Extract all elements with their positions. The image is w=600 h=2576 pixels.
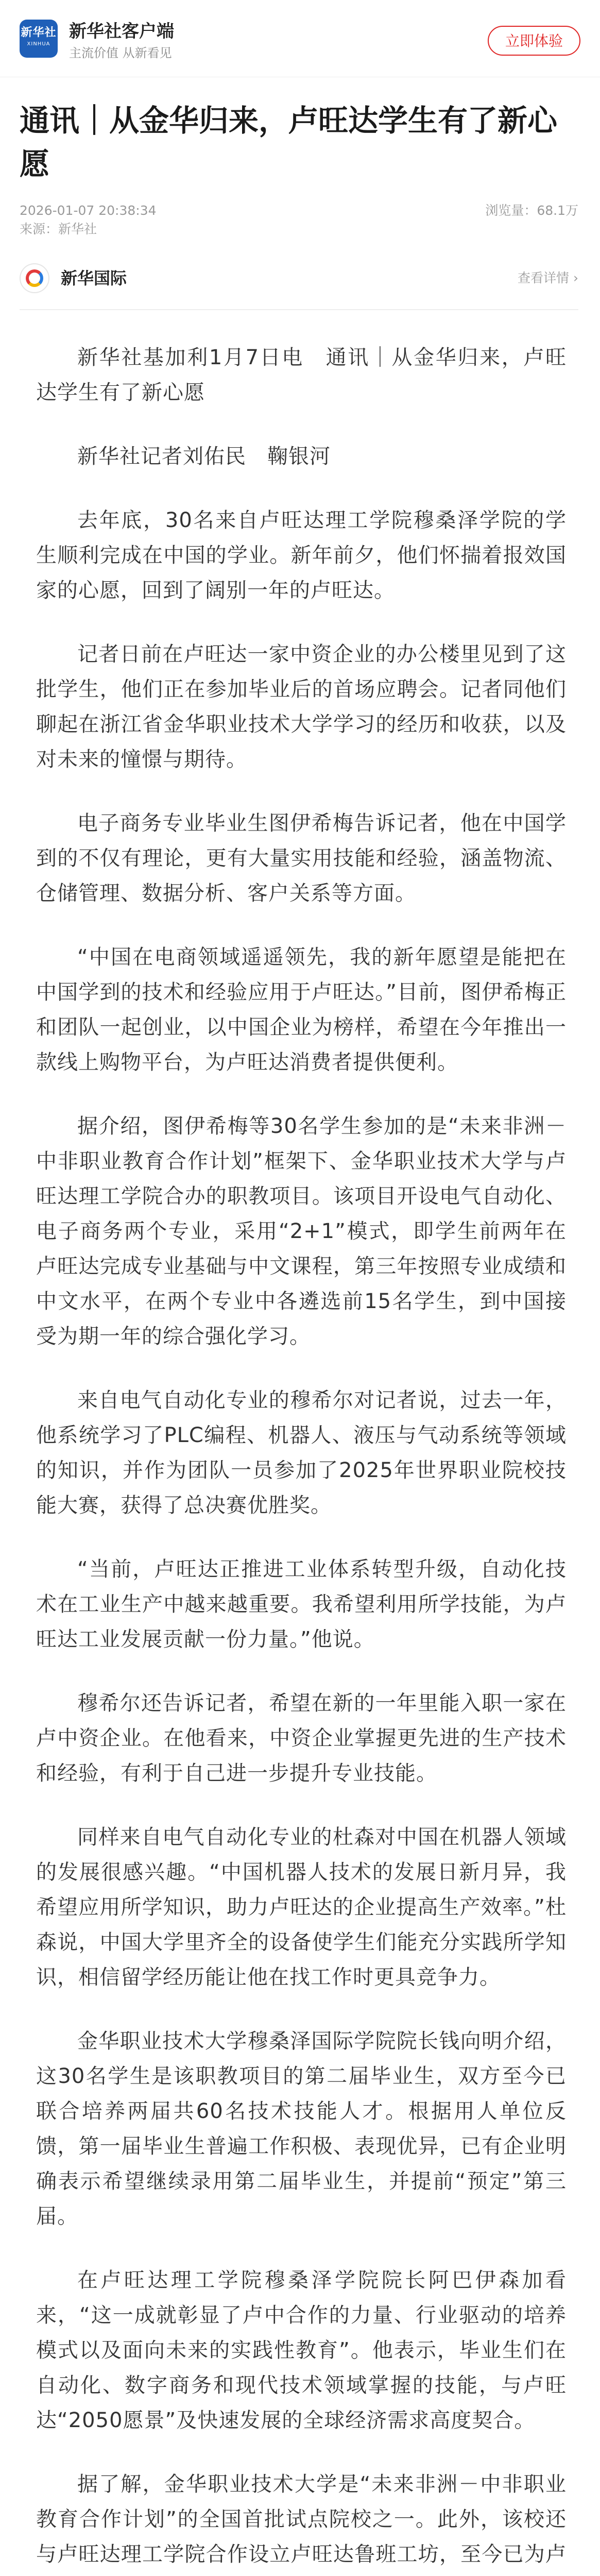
- article-paragraph: 来自电气自动化专业的穆希尔对记者说，过去一年，他系统学习了PLC编程、机器人、液压与气动系统等领域的知识，并作为团队一员参加了2025年世界职业院校技能大赛，获得了总决赛优胜奖。: [36, 1388, 567, 1517]
- article-paragraph: 记者日前在卢旺达一家中资企业的办公楼里见到了这批学生，他们正在参加毕业后的首场应聘会。记者同他们聊起在浙江省金华职业技术大学学习的经历和收获，以及对未来的憧憬与期待。: [36, 642, 567, 771]
- article-paragraph: 去年底，30名来自卢旺达理工学院穆桑泽学院的学生顺利完成在中国的学业。新年前夕，他们怀揣着报效国家的心愿，回到了阔别一年的卢旺达。: [36, 509, 567, 602]
- article-paragraph: 电子商务专业毕业生图伊希梅告诉记者，他在中国学到的不仅有理论，更有大量实用技能和经验，涵盖物流、仓储管理、数据分析、客户关系等方面。: [36, 811, 567, 905]
- article-paragraph: 金华职业技术大学穆桑泽国际学院院长钱向明介绍，这30名学生是该职教项目的第二届毕业生，双方至今已联合培养两届共60名技术技能人才。根据用人单位反馈，第一届毕业生普遍工作积极、表现优异，已有企业明确表示希望继续录用第二届毕业生，并提前“预定”第三届。: [36, 2029, 567, 2228]
- article-paragraph: 在卢旺达理工学院穆桑泽学院院长阿巴伊森加看来，“这一成就彰显了卢中合作的力量、行业驱动的培养模式以及面向未来的实践性教育”。他表示，毕业生们在自动化、数字商务和现代技术领域掌握的技能，与卢旺达“2050愿景”及快速发展的全球经济需求高度契合。: [36, 2268, 567, 2432]
- article-paragraph: “中国在电商领域遥遥领先，我的新年愿望是能把在中国学到的技术和经验应用于卢旺达。”目前，图伊希梅正和团队一起创业，以中国企业为榜样，希望在今年推出一款线上购物平台，为卢旺达消费者提供便利。: [36, 945, 567, 1074]
- view-details-link[interactable]: 查看详情 ›: [518, 270, 578, 285]
- open-app-button[interactable]: 立即体验: [488, 26, 580, 56]
- article-paragraph: 新华社基加利1月7日电 通讯｜从金华归来，卢旺达学生有了新心愿: [36, 346, 567, 404]
- author-bar: [20, 260, 578, 297]
- article-source-row: [20, 221, 578, 238]
- article-source: 来源：新华社: [20, 222, 97, 236]
- author-name[interactable]: 新华国际: [61, 268, 127, 288]
- article-paragraph: 据了解，金华职业技术大学是“未来非洲－中非职业教育合作计划”的全国首批试点院校之一。此外，该校还与卢旺达理工学院合作设立卢旺达鲁班工坊，至今已为卢: [36, 2472, 567, 2566]
- header-divider: [20, 309, 578, 310]
- logo-subtext: XINHUA: [27, 41, 50, 47]
- logo-text: 新华社: [21, 26, 57, 39]
- article-body: [36, 340, 567, 2576]
- article-paragraph: “当前，卢旺达正推进工业体系转型升级，自动化技术在工业生产中越来越重要。我希望利用所学技能，为卢旺达工业发展贡献一份力量。”他说。: [36, 1557, 567, 1651]
- publish-time: 2026-01-07 20:38:34: [20, 203, 157, 218]
- xinhua-app-logo[interactable]: [20, 20, 58, 58]
- avatar-logo-icon: [26, 269, 43, 287]
- article-meta-row: [20, 202, 578, 219]
- view-count: 浏览量：68.1万: [485, 203, 578, 218]
- article-paragraph: 穆希尔还告诉记者，希望在新的一年里能入职一家在卢中资企业。在他看来，中资企业掌握更先进的生产技术和经验，有利于自己进一步提升专业技能。: [36, 1691, 567, 1785]
- article-title: 通讯｜从金华归来，卢旺达学生有了新心愿: [20, 103, 558, 181]
- xinhua-international-avatar[interactable]: [20, 263, 49, 293]
- article-paragraph: 据介绍，图伊希梅等30名学生参加的是“未来非洲－中非职业教育合作计划”框架下、金华职业技术大学与卢旺达理工学院合办的职教项目。该项目开设电气自动化、电子商务两个专业，采用“2+1”模式，即学生前两年在卢旺达完成专业基础与中文课程，第三年按照专业成绩和中文水平，在两个专业中各遴选前15名学生，到中国接受为期一年的综合强化学习。: [36, 1114, 567, 1348]
- app-banner: [0, 0, 600, 77]
- app-tagline: 主流价值 从新看见: [69, 46, 172, 60]
- article-paragraph: 同样来自电气自动化专业的杜森对中国在机器人领域的发展很感兴趣。“中国机器人技术的发展日新月异，我希望应用所学知识，助力卢旺达的企业提高生产效率。”杜森说，中国大学里齐全的设备使学生们能充分实践所学知识，相信留学经历能让他在找工作时更具竞争力。: [36, 1825, 567, 1989]
- article-paragraph: 新华社记者刘佑民 鞠银河: [77, 445, 331, 468]
- app-name: 新华社客户端: [69, 21, 174, 42]
